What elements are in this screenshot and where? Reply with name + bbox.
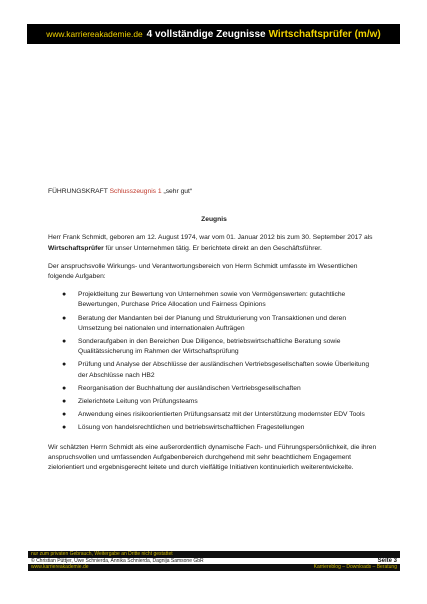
closing-paragraph: Wir schätzten Herrn Schmidt als eine außerordentlich dynamische Fach- und Führungspersönlichkeit, die ihren anspruchsvollen und umfassenden Aufgabenbereich durchgehend mit sehr beachtlichem Engagement zielorientiert und ergebnisgerecht leitete und durch vielfältige Initiativen kontinuierlich weiterentwickelte. [48, 443, 377, 472]
bullet-icon: ● [62, 384, 67, 392]
bullet-icon: ● [62, 291, 67, 299]
banner-subtitle: Wirtschaftsprüfer (m/w) [268, 28, 381, 40]
list-item [48, 360, 380, 380]
bullet-icon: ● [62, 314, 67, 322]
intro-position: Wirtschaftsprüfer [48, 244, 104, 252]
bullet-icon: ● [62, 338, 67, 346]
footer-notice: nur zum privaten Gebrauch, Weitergabe an Dritte nicht gestattet [28, 551, 400, 558]
footer-nav-links[interactable]: Karriereblog – Downloads – Beratung [313, 564, 397, 570]
banner-title: 4 vollständige Zeugnisse [146, 28, 266, 40]
list-item [48, 384, 380, 394]
document-body [48, 187, 380, 481]
task-text: Prüfung und Analyse der Abschlüsse der ausländischen Vertriebsgesellschaften sowie Überleitung der Abschlüsse nach HB2 [78, 361, 370, 379]
footer-copyright: © Christian Püttjer, Uwe Schnierda, Annika Schnierda, Dagnija Samsone GbR [31, 557, 204, 564]
list-item [48, 290, 380, 310]
banner-site-link[interactable]: www.karriereakademie.de [46, 29, 143, 39]
page-footer [28, 551, 400, 571]
heading-grade: „sehr gut“ [163, 188, 193, 195]
list-item [48, 314, 380, 334]
task-text: Lösung von handelsrechtlichen und betriebswirtschaftlichen Fragestellungen [78, 424, 305, 432]
list-item [48, 423, 380, 433]
task-text: Reorganisation der Buchhaltung der ausländischen Vertriebsgesellschaften [78, 384, 301, 392]
bullet-icon: ● [62, 398, 67, 406]
list-item [48, 397, 380, 407]
task-text: Zielerichtete Leitung von Prüfungsteams [78, 398, 198, 406]
intro-paragraph [48, 233, 380, 253]
task-text: Beratung der Mandanten bei der Planung und Strukturierung von Transaktionen und deren Umsetzung bei nationalen und internationalen Aufträgen [78, 314, 347, 332]
task-text: Anwendung eines risikoorientierten Prüfungsansatz mit der Unterstützung modernster EDV Tools [78, 411, 365, 419]
document-heading [48, 187, 380, 197]
bullet-icon: ● [62, 424, 67, 432]
header-banner [27, 24, 400, 44]
heading-prefix: FÜHRUNGSKRAFT [48, 188, 108, 195]
intro-text-1: Herr Frank Schmidt, geboren am 12. August 1974, war vom 01. Januar 2012 bis zum 30. September 2017 als [48, 234, 373, 242]
list-item [48, 410, 380, 420]
footer-website-link[interactable]: www.karriereakademie.de [31, 564, 89, 570]
footer-links [28, 564, 400, 571]
task-list [48, 290, 380, 433]
bullet-icon: ● [62, 411, 67, 419]
heading-reference: Schlusszeugnis 1 [109, 188, 162, 195]
scope-paragraph: Der anspruchsvolle Wirkungs- und Verantwortungsbereich von Herrn Schmidt umfasste im Wesentlichen folgende Aufgaben: [48, 262, 358, 281]
task-text: Sonderaufgaben in den Bereichen Due Diligence, betriebswirtschaftliche Beratung sowie Qualitätssicherung im Rahmen der Wirtschaftsprüfung [78, 338, 341, 356]
bullet-icon: ● [62, 361, 67, 369]
document-title: Zeugnis [201, 216, 227, 224]
intro-text-2: für unser Unternehmen tätig. Er berichtete direkt an den Geschäftsführer. [103, 244, 322, 252]
task-text: Projektleitung zur Bewertung von Unternehmen sowie von Vermögenswerten: gutachtliche Bewertungen, Purchase Price Allocation und Fairness Opinions [78, 291, 346, 309]
page-number: Seite 3 [377, 557, 397, 564]
list-item [48, 337, 380, 357]
